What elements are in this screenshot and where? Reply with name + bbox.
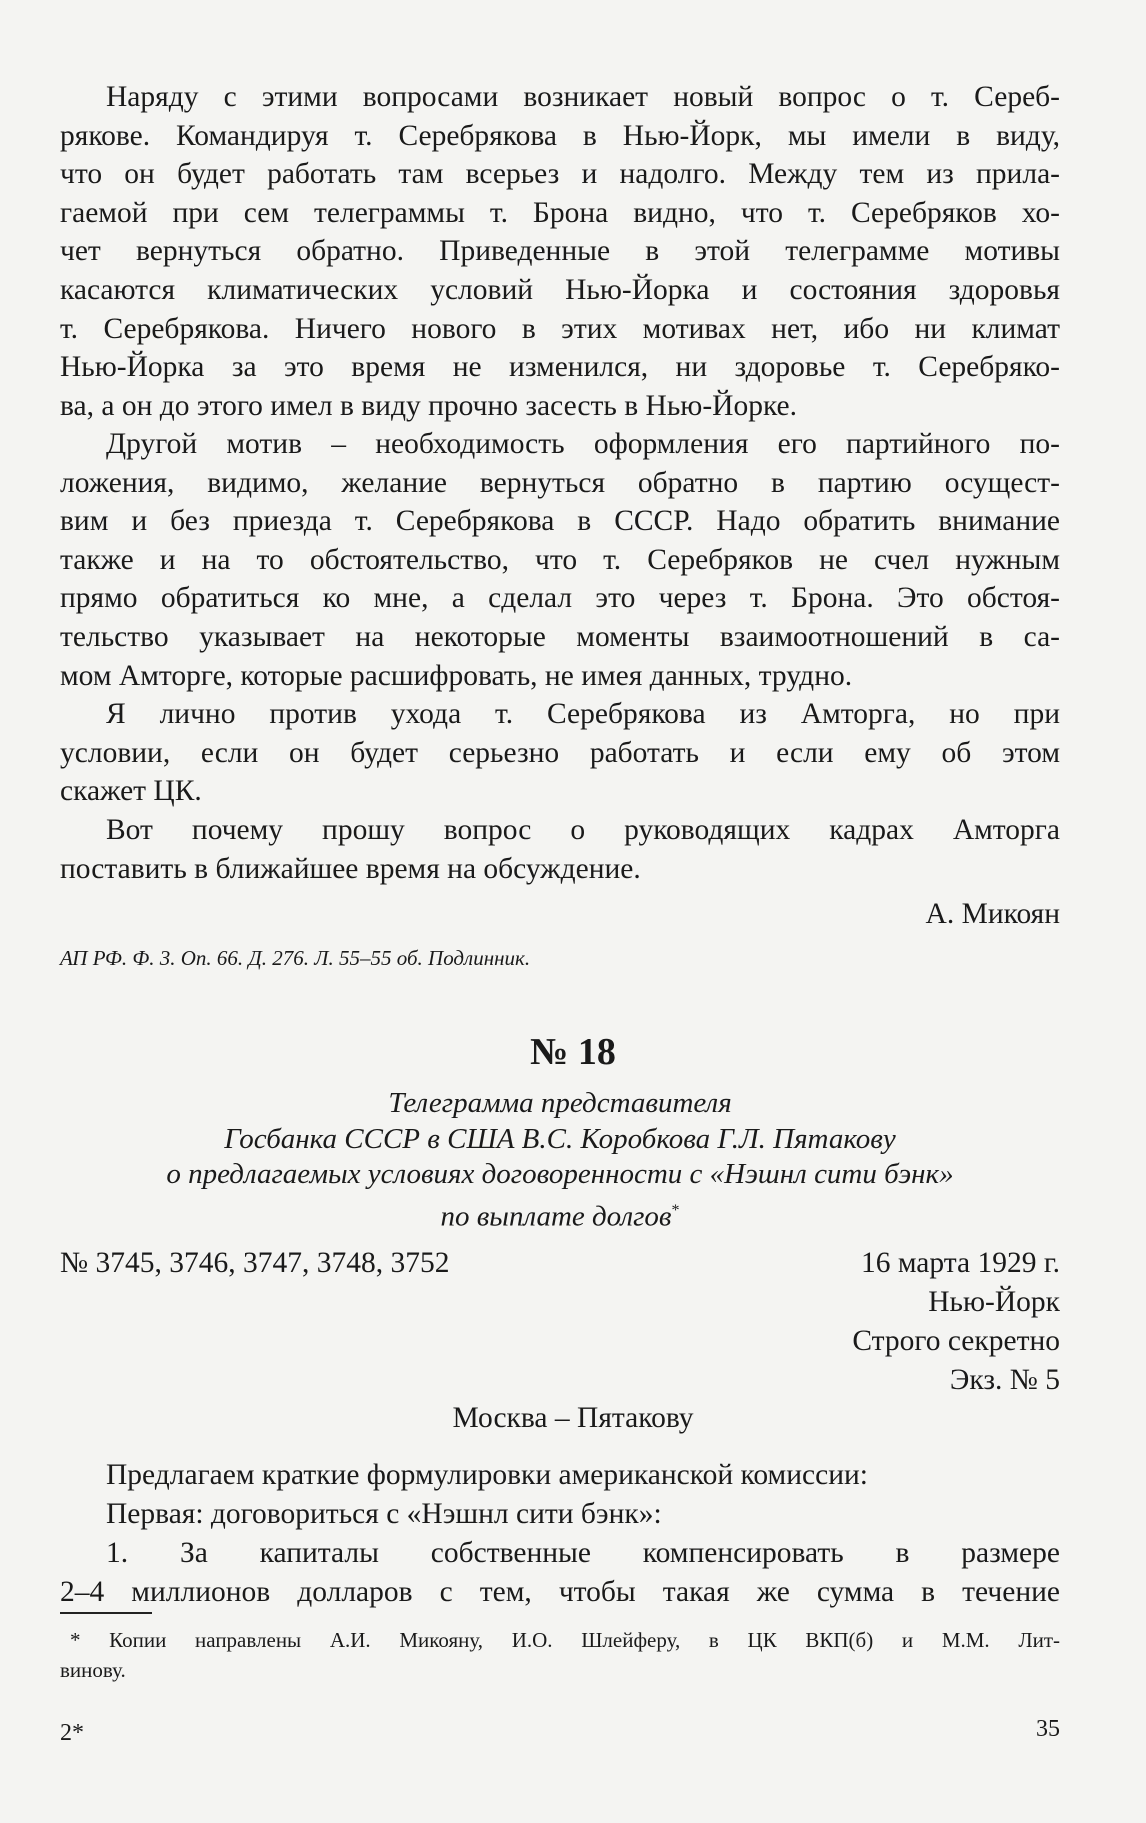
footnote-marker: * xyxy=(671,1201,680,1219)
page-number: 35 xyxy=(1036,1716,1060,1742)
body-intro xyxy=(60,1456,1060,1533)
text-line: ложения, видимо, желание вернуться обратно в партию осущест- xyxy=(60,466,1060,499)
document-date: 16 марта 1929 г. xyxy=(860,1247,1060,1279)
paragraph-serebryakov-question xyxy=(60,78,1060,425)
text-line: Другой мотив – необходимость оформления его партийного по- xyxy=(106,428,1060,460)
text-line: прямо обратиться ко мне, а сделал это через т. Брона. Это обстоя- xyxy=(60,582,1060,615)
text-line: Наряду с этими вопросами возникает новый вопрос о т. Сереб- xyxy=(106,81,1060,113)
text-line: Я лично против ухода т. Серебрякова из Амторга, но при xyxy=(106,698,1060,730)
text-line: мом Амторге, которые расшифровать, не имея данных, трудно. xyxy=(60,659,853,692)
text-line: что он будет работать там всерьез и надолго. Между тем из прила- xyxy=(60,158,1060,191)
title-line: по выплате долгов* xyxy=(440,1200,680,1233)
text-line: условии, если он будет серьезно работать и если ему об этом xyxy=(60,736,1060,769)
body-line: Первая: договориться с «Нэшнл сити бэнк»: xyxy=(106,1497,662,1530)
signature-mark: 2* xyxy=(60,1720,84,1746)
text-line: поставить в ближайшее время на обсуждение. xyxy=(60,852,641,885)
text-line: ва, а он до этого имел в виду прочно засесть в Нью-Йорке. xyxy=(60,389,798,422)
paragraph-other-motive xyxy=(60,425,1060,695)
text-line: также и на то обстоятельство, что т. Серебряков не счел нужным xyxy=(60,543,1060,576)
document-number: № 18 xyxy=(530,1031,616,1073)
document-title xyxy=(60,1086,1060,1235)
text-line: чет вернуться обратно. Приведенные в этой телеграмме мотивы xyxy=(60,235,1060,268)
body-line: 1. За капиталы собственные компенсировать в размере xyxy=(106,1537,1060,1569)
text-line: касаются климатических условий Нью-Йорка и состояния здоровья xyxy=(60,273,1060,306)
footnote-line: винову. xyxy=(60,1658,126,1682)
footnote xyxy=(60,1625,1060,1685)
footnote-line: * Копии направлены А.И. Микояну, И.О. Шлейферу, в ЦК ВКП(б) и М.М. Лит- xyxy=(70,1628,1060,1652)
archive-source: АП РФ. Ф. 3. Оп. 66. Д. 276. Л. 55–55 об. Подлинник. xyxy=(60,946,531,970)
place: Нью-Йорк xyxy=(928,1286,1060,1318)
text-line: т. Серебрякова. Ничего нового в этих мотивах нет, ибо ни климат xyxy=(60,312,1060,345)
registration-numbers: № 3745, 3746, 3747, 3748, 3752 xyxy=(60,1247,450,1279)
addressee: Москва – Пятакову xyxy=(452,1402,694,1434)
copy-number: Экз. № 5 xyxy=(949,1364,1060,1396)
text-line: гаемой при сем телеграммы т. Брона видно, что т. Серебряков хо- xyxy=(60,196,1060,229)
paragraph-personal-opinion xyxy=(60,695,1060,811)
item-1 xyxy=(60,1534,1060,1611)
text-line: тельство указывает на некоторые моменты взаимоотношений в са- xyxy=(60,620,1060,653)
text-line: Вот почему прошу вопрос о руководящих кадрах Амторга xyxy=(106,814,1060,846)
body-line: Предлагаем краткие формулировки американской комиссии: xyxy=(106,1459,868,1491)
paragraph-request xyxy=(60,811,1060,888)
signature-mikoyan: А. Микоян xyxy=(925,898,1060,930)
text-line: рякове. Командируя т. Серебрякова в Нью-Йорк, мы имели в виду, xyxy=(60,119,1060,152)
text-line: вим и без приезда т. Серебрякова в СССР. Надо обратить внимание xyxy=(60,505,1060,538)
title-line: о предлагаемых условиях договоренности с «Нэшнл сити бэнк» xyxy=(166,1158,954,1190)
text-line: скажет ЦК. xyxy=(60,775,202,808)
title-line: Госбанка СССР в США В.С. Коробкова Г.Л. Пятакову xyxy=(224,1122,896,1155)
text-line: Нью-Йорка за это время не изменился, ни здоровье т. Серебряко- xyxy=(60,351,1060,384)
title-line: Телеграмма представителя xyxy=(388,1087,732,1119)
body-line: 2–4 миллионов долларов с тем, чтобы такая же сумма в течение xyxy=(60,1575,1060,1608)
secrecy-mark: Строго секретно xyxy=(852,1325,1060,1357)
footnote-divider xyxy=(60,1612,152,1614)
